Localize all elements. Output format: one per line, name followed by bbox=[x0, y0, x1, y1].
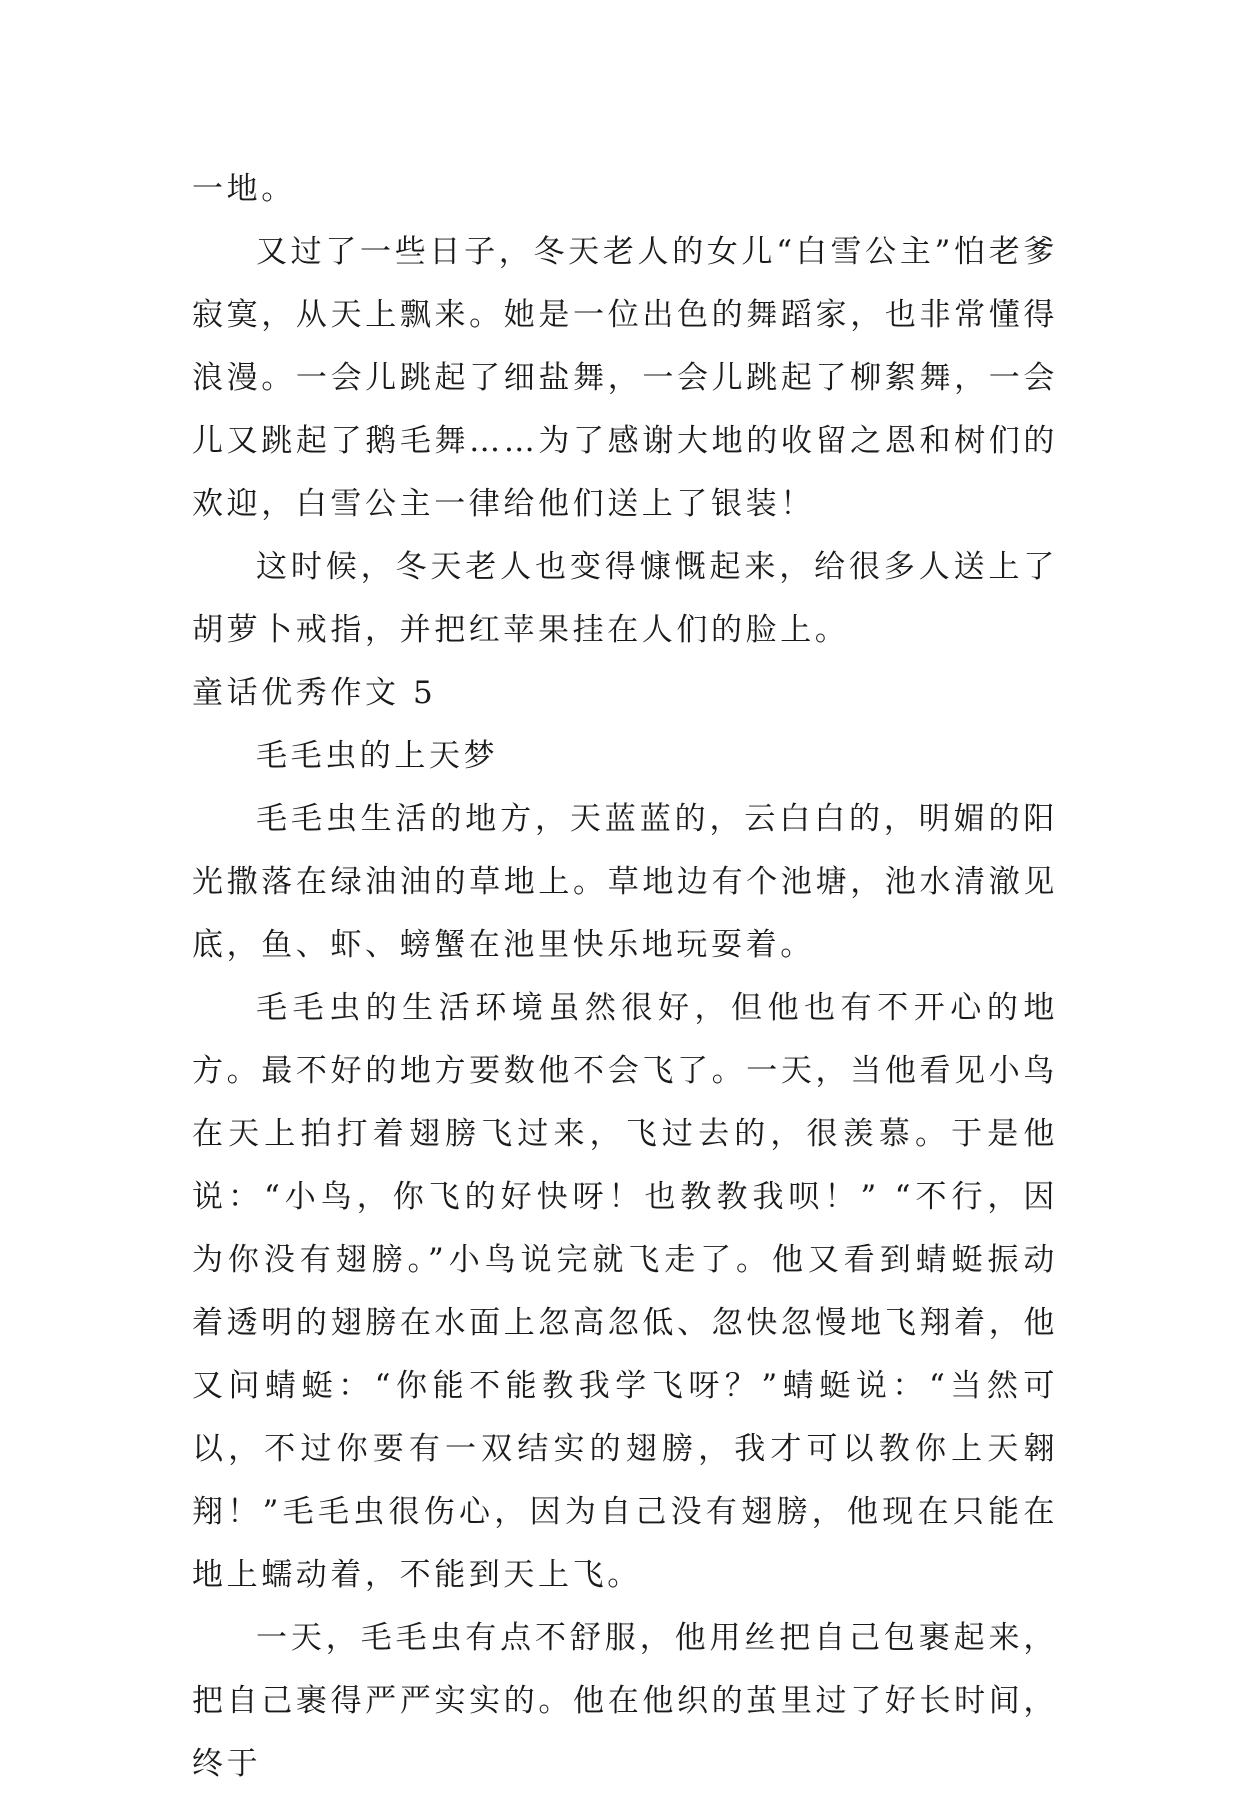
story-paragraph-cocoon: 一天，毛毛虫有点不舒服，他用丝把自己包裹起来，把自己裹得严严实实的。他在他织的茧里过了好长时间，终于 bbox=[192, 1620, 1058, 1782]
story-paragraph-setting: 毛毛虫生活的地方，天蓝蓝的，云白白的，明媚的阳光撒落在绿油油的草地上。草地边有个池塘，池水清澈见底，鱼、虾、螃蟹在池里快乐地玩耍着。 bbox=[192, 801, 1058, 963]
story-title: 毛毛虫的上天梦 bbox=[256, 738, 499, 774]
paragraph-winter-old-man: 这时候，冬天老人也变得慷慨起来，给很多人送上了胡萝卜戒指，并把红苹果挂在人们的脸上。 bbox=[192, 549, 1058, 648]
story-paragraph-cannot-fly: 毛毛虫的生活环境虽然很好，但他也有不开心的地方。最不好的地方要数他不会飞了。一天，当他看见小鸟在天上拍打着翅膀飞过来，飞过去的，很羡慕。于是他说：“小鸟，你飞的好快呀！也教教我呗！” “不行，因为你没有翅膀。”小鸟说完就飞走了。他又看到蜻蜓振动着透明的翅膀在水面上忽高忽低、忽快忽慢地飞翔着，他又问蜻蜓：“你能不能教我学飞呀？”蜻蜓说：“当然可以，不过你要有一双结实的翅膀，我才可以教你上天翱翔！”毛毛虫很伤心，因为自己没有翅膀，他现在只能在地上蠕动着，不能到天上飞。 bbox=[192, 990, 1058, 1593]
paragraph-continuation: 一地。 bbox=[192, 171, 296, 207]
paragraph-snow-princess: 又过了一些日子，冬天老人的女儿“白雪公主”怕老爹寂寞，从天上飘来。她是一位出色的舞蹈家，也非常懂得浪漫。一会儿跳起了细盐舞，一会儿跳起了柳絮舞，一会儿又跳起了鹅毛舞……为了感谢大地的收留之恩和树们的欢迎，白雪公主一律给他们送上了银装！ bbox=[192, 234, 1058, 522]
document-body bbox=[192, 158, 1058, 1796]
section-heading: 童话优秀作文 5 bbox=[192, 675, 437, 711]
